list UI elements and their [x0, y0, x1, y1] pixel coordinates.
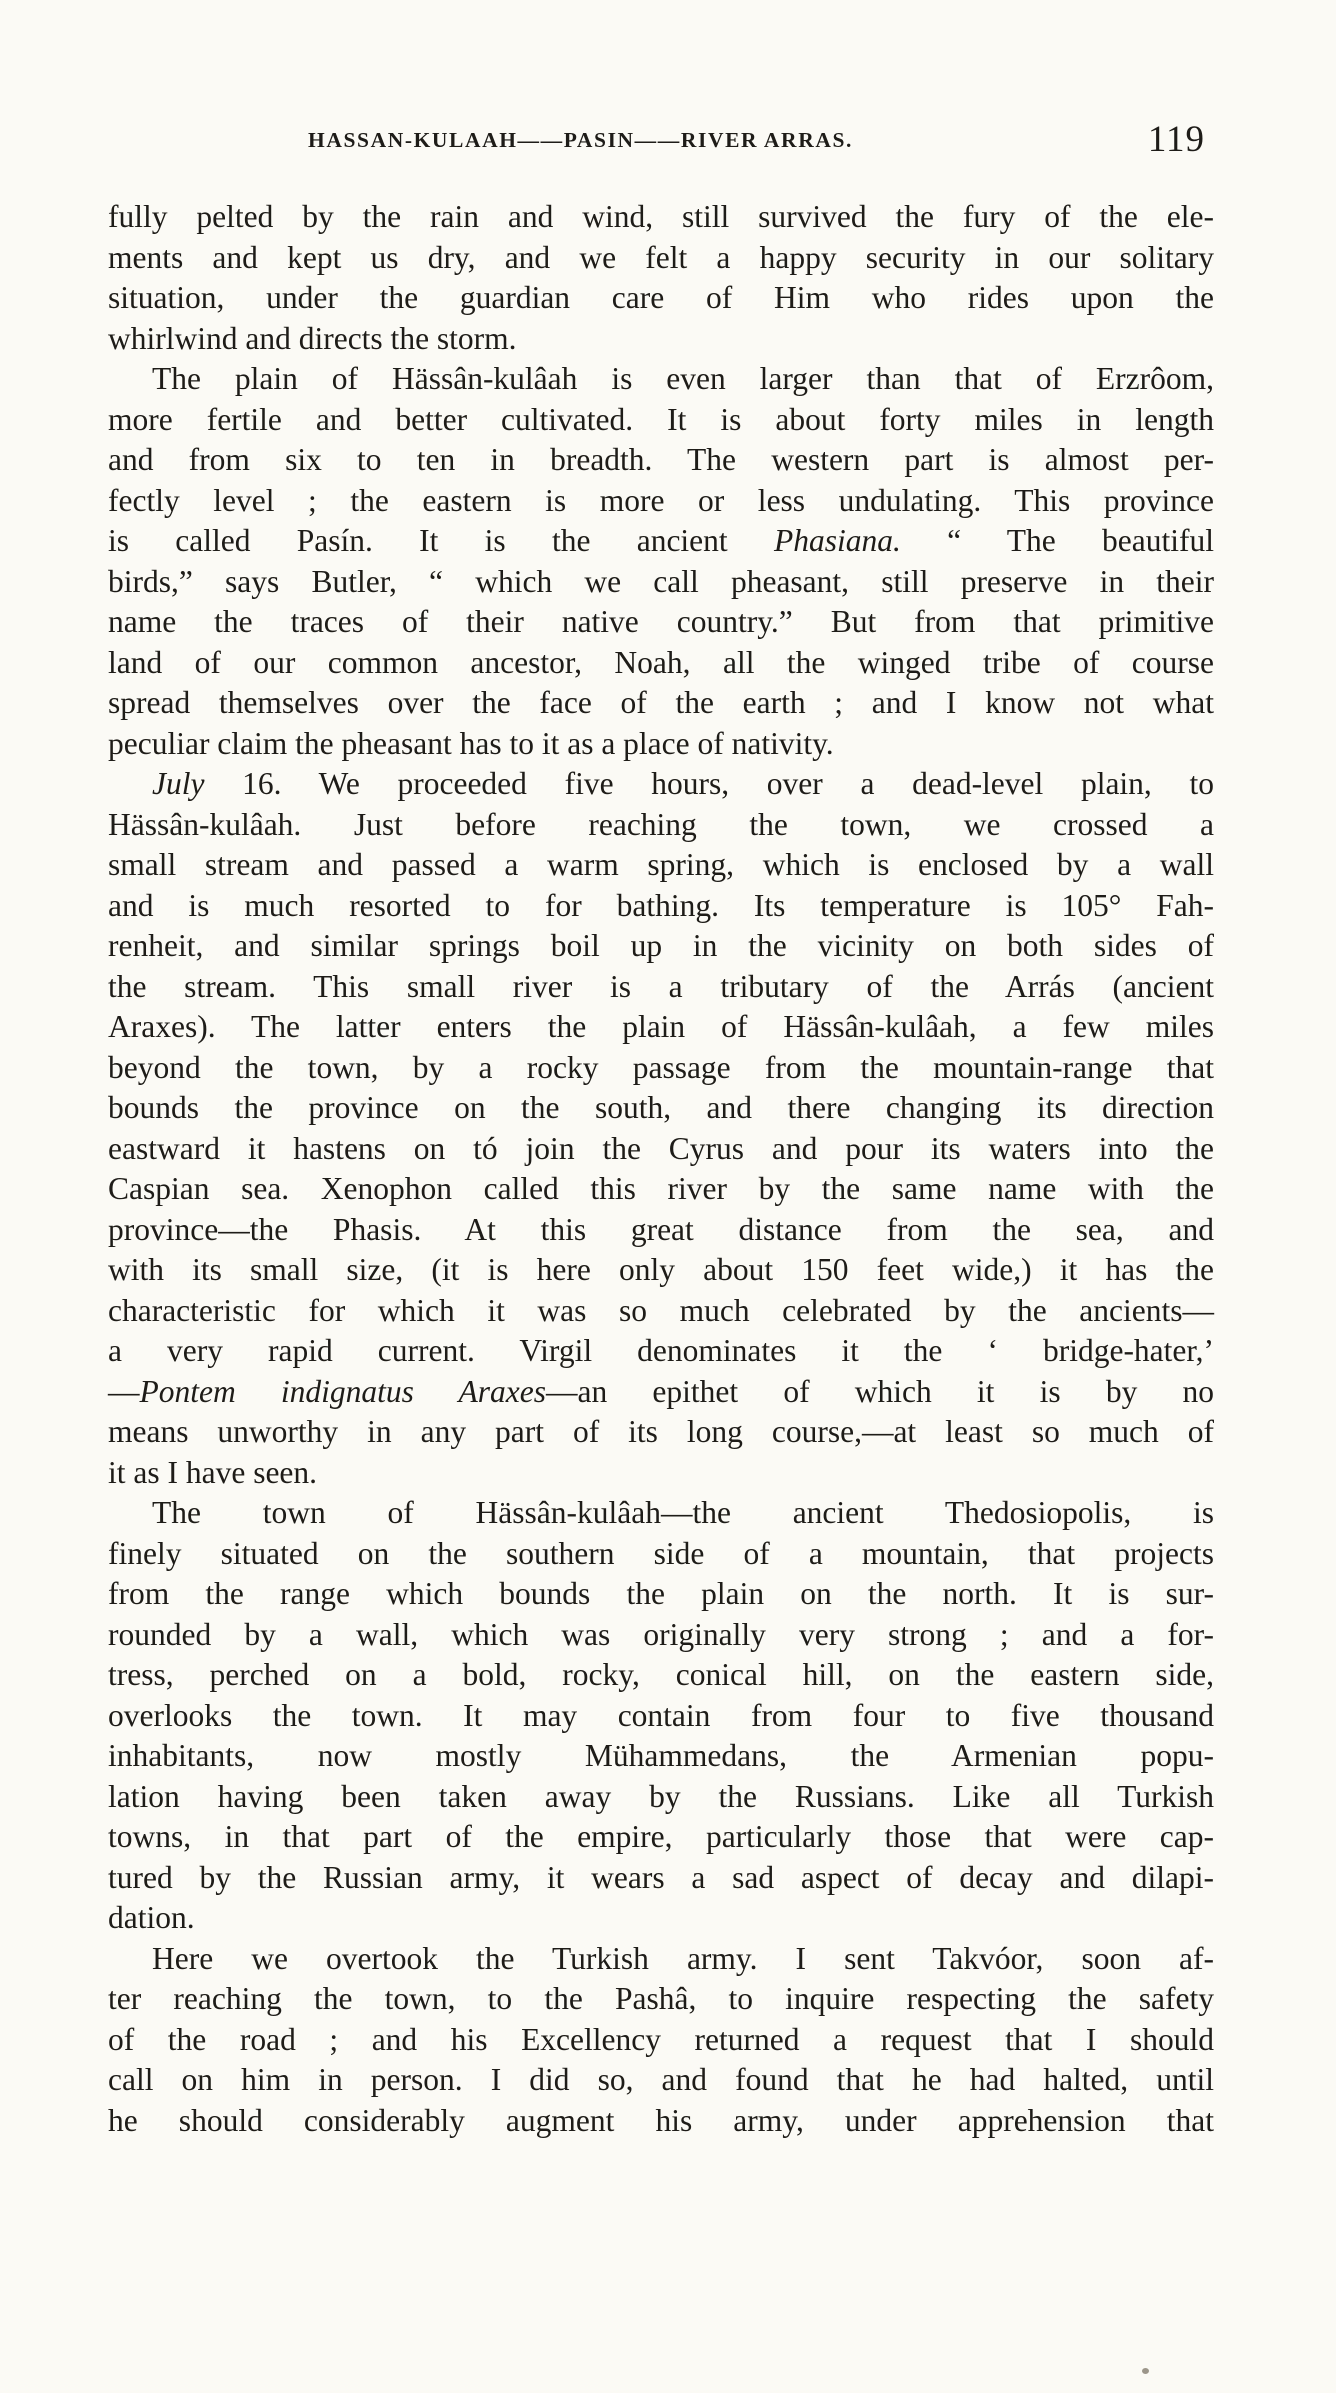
text-run: ments and kept us dry, and we felt a happy security in our solitary [108, 239, 1214, 275]
text-run: more fertile and better cultivated. It is about forty miles in length [108, 401, 1214, 437]
text-run: from the range which bounds the plain on the north. It is sur- [108, 1576, 1214, 1611]
text-run: The town of Hässân-kulâah—the ancient Thedosiopolis, is [152, 1495, 1214, 1530]
text-line [108, 1493, 1214, 1534]
text-line [108, 1331, 1214, 1372]
text-run: means unworthy in any part of its long course,—at least so much of [108, 1414, 1214, 1449]
text-line [108, 1574, 1214, 1615]
text-run: tress, perched on a bold, rocky, conical hill, on the eastern side, [108, 1657, 1214, 1692]
text-run: dation. [108, 1900, 195, 1935]
text-line [108, 1736, 1214, 1777]
text-line [108, 1372, 1214, 1413]
text-run: —an epithet of which it is by no [546, 1373, 1214, 1409]
text-line [108, 1007, 1214, 1048]
text-line [108, 643, 1214, 684]
italic-text: July [152, 766, 205, 801]
text-line [108, 967, 1214, 1008]
text-line [108, 1979, 1214, 2020]
text-line [108, 1129, 1214, 1170]
text-run: birds,” says Butler, “ which we call pheasant, still preserve in their [108, 563, 1214, 599]
text-line [108, 926, 1214, 967]
text-line [108, 481, 1214, 522]
text-line [108, 602, 1214, 643]
text-run: towns, in that part of the empire, particularly those that were cap- [108, 1819, 1214, 1854]
text-line [108, 1169, 1214, 1210]
text-line [108, 764, 1214, 805]
text-run: Araxes). The latter enters the plain of Hässân-kulâah, a few miles [108, 1009, 1214, 1044]
text-line [108, 1534, 1214, 1575]
text-run: with its small size, (it is here only about 150 feet wide,) it has the [108, 1252, 1214, 1287]
text-line [108, 845, 1214, 886]
text-line [108, 886, 1214, 927]
text-line [108, 2101, 1214, 2142]
text-run: rounded by a wall, which was originally very strong ; and a for- [108, 1616, 1214, 1652]
text-line [108, 1291, 1214, 1332]
text-run: 16. We proceeded five hours, over a dead-level plain, to [204, 766, 1214, 801]
text-line [108, 319, 1214, 360]
text-run: finely situated on the southern side of a mountain, that projects [108, 1535, 1214, 1571]
text-run: ter reaching the town, to the Pashâ, to inquire respecting the safety [108, 1981, 1214, 2016]
text-line [108, 359, 1214, 400]
text-line [108, 562, 1214, 603]
text-line [108, 1696, 1214, 1737]
italic-text: Pontem indignatus Araxes [139, 1373, 547, 1409]
text-line [108, 1412, 1214, 1453]
text-line [108, 805, 1214, 846]
body-text [108, 197, 1214, 2141]
text-line [108, 1655, 1214, 1696]
text-run: characteristic for which it was so much celebrated by the ancients— [108, 1292, 1214, 1328]
paper-speck [1142, 2368, 1149, 2374]
page-number: 119 [1147, 119, 1205, 160]
text-run: peculiar claim the pheasant has to it as a place of nativity. [108, 725, 834, 761]
text-run: spread themselves over the face of the earth ; and I know not what [108, 685, 1214, 720]
text-line [108, 400, 1214, 441]
text-run: a very rapid current. Virgil denominates it the ‘ bridge-hater,’ [108, 1333, 1214, 1368]
text-run: Caspian sea. Xenophon called this river by the same name with the [108, 1171, 1214, 1206]
running-title: HASSAN-KULAAH——PASIN——RIVER ARRAS. [308, 128, 853, 152]
text-run: “ The beautiful [900, 523, 1215, 558]
text-run: Here we overtook the Turkish army. I sent Takvóor, soon af- [152, 1940, 1214, 1976]
text-run: fectly level ; the eastern is more or less undulating. This province [108, 482, 1214, 518]
text-run: province—the Phasis. At this great distance from the sea, and [108, 1211, 1214, 1247]
text-run: tured by the Russian army, it wears a sad aspect of decay and dilapi- [108, 1859, 1214, 1895]
text-line [108, 1858, 1214, 1899]
text-run: lation having been taken away by the Russians. Like all Turkish [108, 1778, 1214, 1814]
text-line [108, 1898, 1214, 1939]
text-run: whirlwind and directs the storm. [108, 320, 517, 356]
text-line [108, 1088, 1214, 1129]
text-run: eastward it hastens on tó join the Cyrus and pour its waters into the [108, 1130, 1214, 1166]
text-line [108, 440, 1214, 481]
text-run: overlooks the town. It may contain from four to five thousand [108, 1697, 1214, 1733]
text-run: land of our common ancestor, Noah, all the winged tribe of course [108, 644, 1214, 680]
text-line [108, 1210, 1214, 1251]
text-run: renheit, and similar springs boil up in the vicinity on both sides of [108, 928, 1214, 963]
text-run: it as I have seen. [108, 1454, 318, 1490]
text-run: call on him in person. I did so, and found that he had halted, until [108, 2062, 1214, 2097]
text-run: small stream and passed a warm spring, which is enclosed by a wall [108, 847, 1214, 882]
text-line [108, 2060, 1214, 2101]
text-line [108, 238, 1214, 279]
text-run: fully pelted by the rain and wind, still survived the fury of the ele- [108, 199, 1214, 234]
text-line [108, 197, 1214, 238]
text-run: is called Pasín. It is the ancient [108, 523, 774, 558]
text-run: and from six to ten in breadth. The western part is almost per- [108, 442, 1214, 477]
text-run: inhabitants, now mostly Mühammedans, the Armenian popu- [108, 1738, 1214, 1773]
running-head [300, 118, 1205, 162]
text-line [108, 1615, 1214, 1656]
text-line [108, 724, 1214, 765]
text-line [108, 1453, 1214, 1494]
text-line [108, 1777, 1214, 1818]
text-run: the stream. This small river is a tributary of the Arrás (ancient [108, 968, 1214, 1004]
text-run: of the road ; and his Excellency returned a request that I should [108, 2021, 1214, 2057]
text-run: and is much resorted to for bathing. Its temperature is 105° Fah- [108, 887, 1214, 923]
text-line [108, 1939, 1214, 1980]
text-line [108, 683, 1214, 724]
text-run: Hässân-kulâah. Just before reaching the town, we crossed a [108, 806, 1214, 842]
text-line [108, 1048, 1214, 1089]
text-line [108, 278, 1214, 319]
text-run: beyond the town, by a rocky passage from the mountain-range that [108, 1049, 1214, 1085]
text-run: he should considerably augment his army, under apprehension that [108, 2102, 1214, 2138]
text-line [108, 1250, 1214, 1291]
text-run: bounds the province on the south, and there changing its direction [108, 1090, 1214, 1125]
text-run: — [108, 1373, 140, 1409]
text-run: The plain of Hässân-kulâah is even larger than that of Erzrôom, [152, 361, 1214, 396]
text-line [108, 2020, 1214, 2061]
text-run: name the traces of their native country.” But from that primitive [108, 604, 1214, 639]
italic-text: Phasiana. [773, 523, 901, 558]
text-line [108, 1817, 1214, 1858]
text-line [108, 521, 1214, 562]
text-run: situation, under the guardian care of Him who rides upon the [108, 280, 1214, 315]
